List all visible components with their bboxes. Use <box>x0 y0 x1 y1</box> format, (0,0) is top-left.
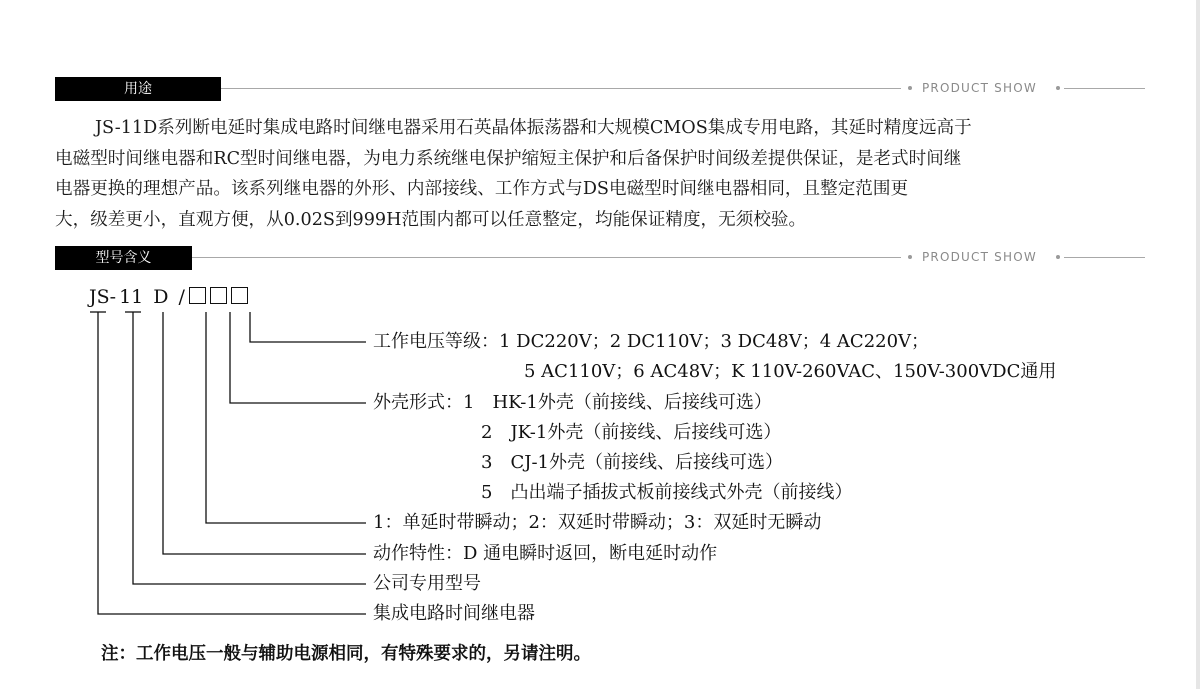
voltage-grade-line-1: 工作电压等级：1 DC220V；2 DC110V；3 DC48V；4 AC220V； <box>373 331 930 352</box>
company-model-line: 公司专用型号 <box>373 573 481 594</box>
section-label: PRODUCT SHOW <box>922 81 1037 95</box>
paragraph-line: 大，级差更小，直观方便，从0.02S到999H范围内都可以任意整定，均能保证精度，无须校验。 <box>55 209 807 230</box>
model-part-slash: / <box>178 286 185 308</box>
paragraph-line: JS-11D系列断电延时集成电路时间继电器采用石英晶体振荡器和大规模CMOS集成专用电路，其延时精度远高于 <box>95 118 972 138</box>
shell-type-line-2: 2 JK-1外壳（前接线、后接线可选） <box>481 422 782 443</box>
model-part-action: D <box>153 286 169 308</box>
shell-type-line-5: 5 凸出端子插拔式板前接线式外壳（前接线） <box>481 482 853 503</box>
paragraph-line: 电磁型时间继电器和RC型时间继电器，为电力系统继电保护缩短主保护和后备保护时间级差提供保证，是老式时间继 <box>55 148 962 169</box>
section-label: PRODUCT SHOW <box>922 250 1037 264</box>
model-part-number: 11 <box>119 286 144 308</box>
model-part-series: JS <box>89 286 110 308</box>
paragraph-line: 电器更换的理想产品。该系列继电器的外形、内部接线、工作方式与DS电磁型时间继电器相同，且整定范围更 <box>55 179 909 199</box>
shell-type-line-3: 3 CJ-1外壳（前接线、后接线可选） <box>481 452 783 473</box>
relay-type-line: 集成电路时间继电器 <box>373 603 535 624</box>
section-tab-usage: 用途 <box>55 77 221 101</box>
section-tab-model: 型号含义 <box>55 246 192 270</box>
model-part-dash: - <box>109 286 117 308</box>
note-text: 注：工作电压一般与辅助电源相同，有特殊要求的，另请注明。 <box>101 644 591 664</box>
action-characteristic-line: 动作特性：D 通电瞬时返回，断电延时动作 <box>373 543 718 564</box>
shell-type-line-1: 外壳形式：1 HK-1外壳（前接线、后接线可选） <box>373 392 772 413</box>
delay-mode-line: 1：单延时带瞬动；2：双延时带瞬动；3：双延时无瞬动 <box>373 512 822 533</box>
voltage-grade-line-2: 5 AC110V；6 AC48V；K 110V-260VAC、150V-300VDC通用 <box>524 361 1057 382</box>
